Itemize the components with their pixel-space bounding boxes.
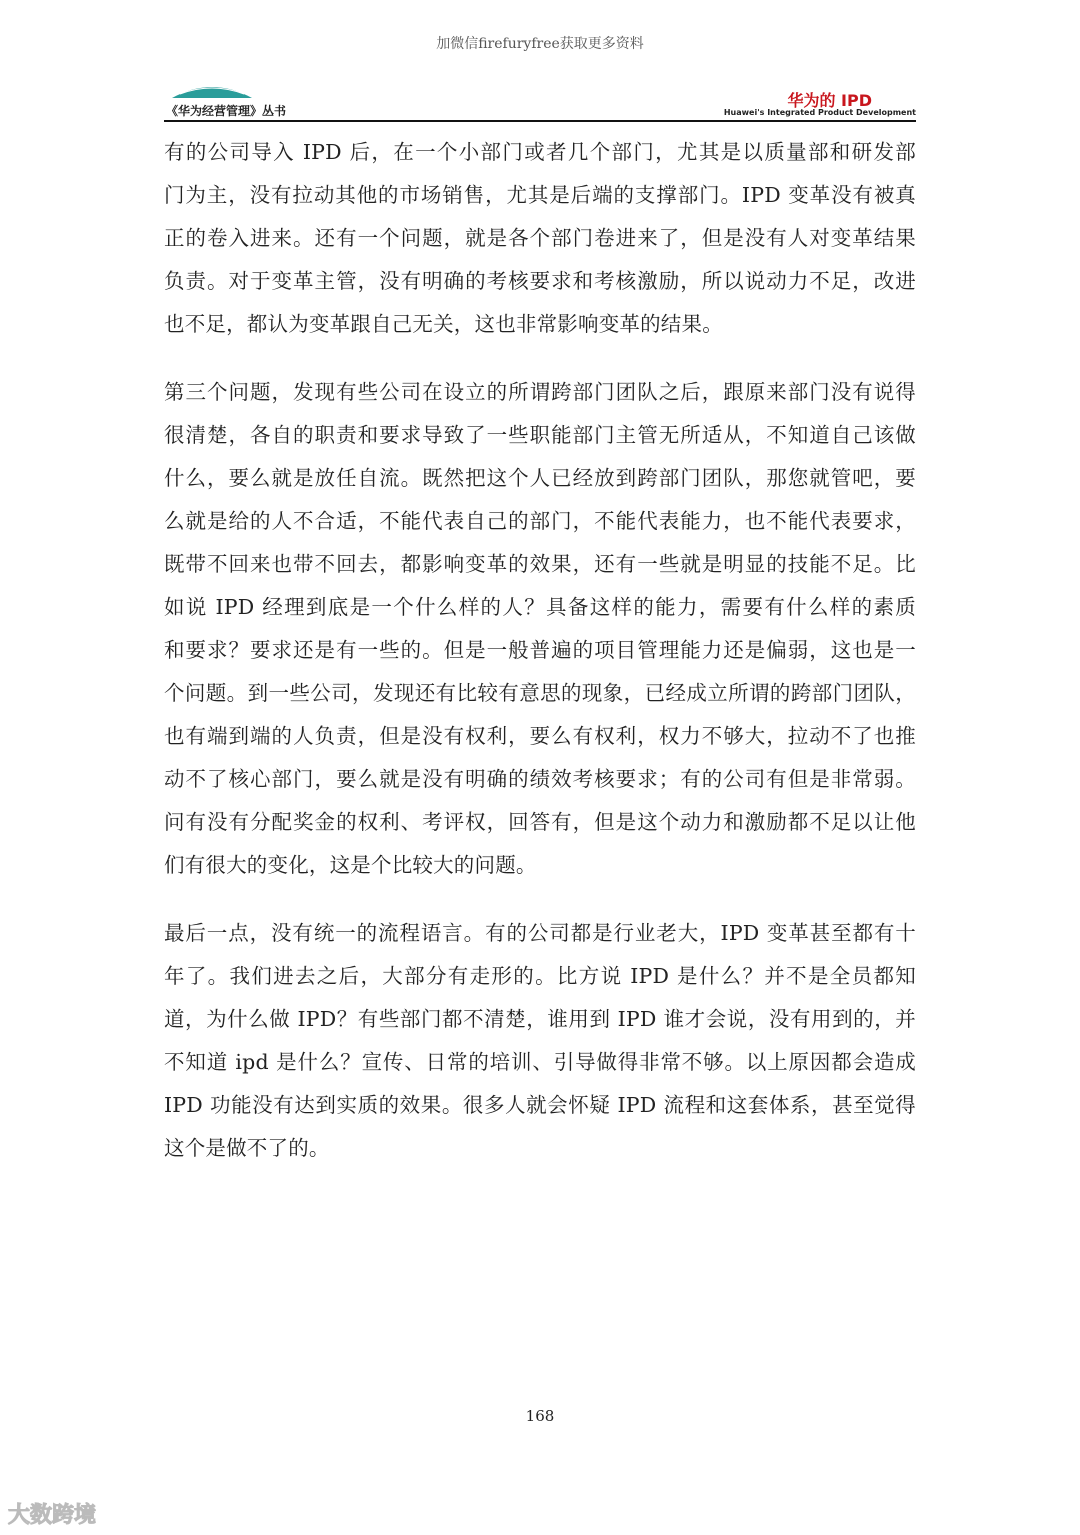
series-title: 《华为经营管理》丛书 xyxy=(166,104,287,118)
text-line: 第三个问题，发现有些公司在设立的所谓跨部门团队之后，跟原来部门没有说得 xyxy=(164,380,916,404)
text-line: 问有没有分配奖金的权利、考评权，回答有，但是这个动力和激励都不足以让他 xyxy=(164,810,916,834)
corner-watermark: 大数跨境 xyxy=(8,1503,97,1528)
text-line: 负责。对于变革主管，没有明确的考核要求和考核激励，所以说动力不足，改进 xyxy=(164,269,916,293)
text-line: 有的公司导入 IPD 后，在一个小部门或者几个部门，尤其是以质量部和研发部 xyxy=(164,140,916,164)
series-logo-icon xyxy=(172,80,252,100)
text-line: 如说 IPD 经理到底是一个什么样的人？具备这样的能力，需要有什么样的素质 xyxy=(164,595,916,619)
text-line: 们有很大的变化，这是个比较大的问题。 xyxy=(164,853,537,877)
top-watermark: 加微信firefuryfree获取更多资料 xyxy=(436,36,644,52)
paragraph xyxy=(164,912,916,1170)
body-text xyxy=(164,131,916,1195)
text-line: 么就是给的人不合适，不能代表自己的部门，不能代表能力，也不能代表要求， xyxy=(164,509,916,533)
paragraph xyxy=(164,371,916,887)
header-rule xyxy=(164,120,916,122)
text-line: 正的卷入进来。还有一个问题，就是各个部门卷进来了，但是没有人对变革结果 xyxy=(164,226,916,250)
text-line: IPD 功能没有达到实质的效果。很多人就会怀疑 IPD 流程和这套体系，甚至觉得 xyxy=(164,1093,916,1117)
text-line: 年了。我们进去之后，大部分有走形的。比方说 IPD 是什么？并不是全员都知 xyxy=(164,964,916,988)
text-line: 什么，要么就是放任自流。既然把这个人已经放到跨部门团队，那您就管吧，要 xyxy=(164,466,916,490)
text-line: 也有端到端的人负责，但是没有权利，要么有权利，权力不够大，拉动不了也推 xyxy=(164,724,916,748)
paragraph xyxy=(164,131,916,346)
text-line: 道，为什么做 IPD？有些部门都不清楚，谁用到 IPD 谁才会说，没有用到的，并 xyxy=(164,1007,916,1031)
text-line: 最后一点，没有统一的流程语言。有的公司都是行业老大，IPD 变革甚至都有十 xyxy=(164,921,916,945)
text-line: 和要求？要求还是有一些的。但是一般普遍的项目管理能力还是偏弱，这也是一 xyxy=(164,638,916,662)
page-number: 168 xyxy=(525,1407,555,1425)
text-line: 既带不回来也带不回去，都影响变革的效果，还有一些就是明显的技能不足。比 xyxy=(164,552,916,576)
text-line: 不知道 ipd 是什么？宣传、日常的培训、引导做得非常不够。以上原因都会造成 xyxy=(164,1050,916,1074)
text-line: 门为主，没有拉动其他的市场销售，尤其是后端的支撑部门。IPD 变革没有被真 xyxy=(164,183,916,207)
text-line: 也不足，都认为变革跟自己无关，这也非常影响变革的结果。 xyxy=(164,312,723,336)
book-brand-subtitle: Huawei's Integrated Product Development xyxy=(723,108,916,117)
text-line: 个问题。到一些公司，发现还有比较有意思的现象，已经成立所谓的跨部门团队， xyxy=(164,681,916,705)
text-line: 很清楚，各自的职责和要求导致了一些职能部门主管无所适从，不知道自己该做 xyxy=(164,423,916,447)
text-line: 动不了核心部门，要么就是没有明确的绩效考核要求；有的公司有但是非常弱。 xyxy=(164,767,916,791)
text-line: 这个是做不了的。 xyxy=(164,1136,330,1160)
book-brand: 华为的 IPD xyxy=(787,91,872,110)
